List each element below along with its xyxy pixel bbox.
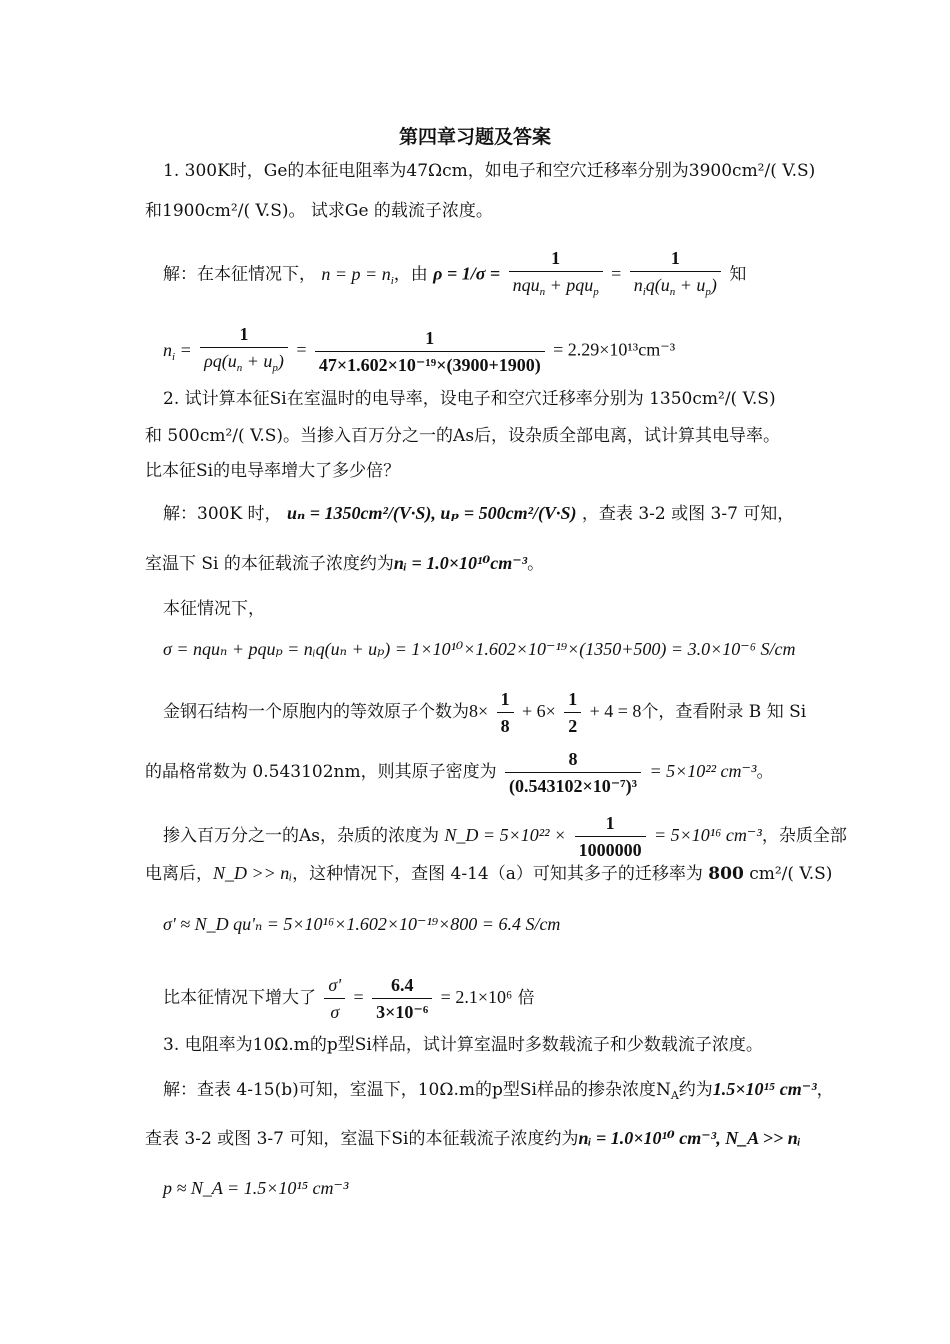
q3-sol2-math: nᵢ = 1.0×10¹⁰ cm⁻³, N_A >> nᵢ	[578, 1128, 801, 1148]
q2-diamond-line: 金钢石结构一个原胞内的等效原子个数为8× $\frac{1}{8}$ + 6× $\frac{1}{2}$ + 4 = 8个，查看附录 B 知 Si	[163, 689, 807, 736]
q2-frac-one-eighth: $\frac{1}{8}$	[497, 688, 514, 737]
q2-ratio-sigma-fraction: $\frac{\sigma'}{\sigma}$	[324, 974, 345, 1023]
q2-sol1-suffix: ，查表 3-2 或图 3-7 可知，	[581, 504, 795, 524]
q2-diamond-math-end: + 4 = 8	[589, 701, 642, 721]
q1-solution-line: 解：在本征情况下， $n = p = n_i$，由 ρ = 1/σ = $\frac{1}{nqu_n + pqu_p}$ = $\frac{1}{n_iq(u_n + u_p)}$ 知	[163, 247, 746, 303]
q3-sol1-mid: 约为	[678, 1080, 713, 1100]
q2-sol2	[145, 552, 544, 575]
q2-line3: 比本征Si的电导率增大了多少倍？	[145, 461, 401, 481]
q2-lattice-line	[145, 748, 773, 797]
q2-ion-math: N_D >> nᵢ	[213, 863, 293, 883]
q2-lattice-result: = 5×10²² cm⁻³	[649, 761, 757, 781]
q2-lattice-denominator: (0.543102×10⁻⁷)³	[509, 776, 638, 796]
q1-line1: 1. 300K时，Ge的本征电阻率为47Ωcm，如电子和空穴迁移率分别为3900cm²/( V.S)	[163, 161, 816, 181]
q2-sol2-suffix: 。	[527, 554, 545, 574]
q2-dope-line	[163, 812, 847, 861]
page-title: 第四章习题及答案	[398, 126, 551, 148]
q2-sigma-prime-equation: σ' ≈ N_D qu'ₙ = 5×10¹⁶×1.602×10⁻¹⁹×800 = 6.4 S/cm	[163, 914, 561, 934]
q2-ion-unit: cm²/( V.S)	[749, 864, 833, 884]
q1-solution-mid: ，由	[393, 264, 428, 285]
q2-ratio-numerator: 6.4	[372, 974, 432, 999]
q2-ion-value: 800	[708, 864, 744, 884]
q2-dope-math-start: N_D = 5×10²² ×	[444, 825, 567, 845]
q1-ni-equation: $n_i$ = $\frac{1}{\rho q(u_n + u_p)}$ = $\frac{1}{\text{47×1.602×10⁻¹⁹×(3900+1900)}}$ = 2.29×10¹³cm⁻³	[163, 323, 675, 379]
q2-diamond-prefix: 金钢石结构一个原胞内的等效原子个数为	[163, 702, 469, 722]
q2-lattice-suffix: 。	[756, 762, 774, 782]
q1-ni-denominator: 47×1.602×10⁻¹⁹×(3900+1900)	[318, 354, 541, 375]
q3-sol1-sub: A	[670, 1089, 679, 1102]
q2-sigma-equation: σ = nquₙ + pquₚ = nᵢq(uₙ + uₚ) = 1×10¹⁰×1.602×10⁻¹⁹×(1350+500) = 3.0×10⁻⁶ S/cm	[163, 639, 796, 659]
q2-sol2-math: nᵢ = 1.0×10¹⁰cm⁻³	[393, 553, 528, 573]
q2-dope-result: = 5×10¹⁶ cm⁻³	[653, 825, 762, 845]
q3-sol1	[163, 1078, 834, 1107]
q2-ion-line	[145, 862, 832, 885]
q1-ni-fraction-2: $\frac{1}{\text{47×1.602×10⁻¹⁹×(3900+1900)}}$	[315, 327, 545, 376]
q3-sol1-prefix: 解：查表 4-15(b)可知，室温下，10Ω.m的p型Si样品的掺杂浓度N	[163, 1080, 671, 1100]
q2-ratio-line: 比本征情况下增大了 $\frac{\sigma'}{\sigma}$ = $\frac{6.4}{\text{3×10⁻⁶}}$ = 2.1×10⁶ 倍	[163, 975, 535, 1022]
q2-lattice-prefix: 的晶格常数为 0.543102nm，则其原子密度为	[145, 762, 497, 782]
q2-lattice-fraction: $\frac{8}{\text{(0.543102×10⁻⁷)³}}$	[505, 748, 641, 797]
q2-sol2-prefix: 室温下 Si 的本征载流子浓度约为	[145, 554, 394, 574]
q1-solution-end: 知	[729, 264, 747, 285]
q2-diamond-suffix: 个，查看附录 B 知 Si	[641, 702, 807, 722]
q1-rho-fraction-2: $\frac{1}{n_iq(u_n + u_p)}$	[630, 247, 721, 303]
q2-ion-mid: ，这种情况下，查图 4-14（a）可知其多子的迁移率为	[292, 864, 703, 884]
q1-rho-fraction: $\frac{1}{nqu_n + pqu_p}$	[509, 247, 603, 303]
q1-equal-carriers: $n = p = n_i$	[321, 263, 394, 287]
q2-intrinsic-label: 本征情况下，	[163, 599, 265, 619]
q2-line1: 2. 试计算本征Si在室温时的电导率，设电子和空穴迁移率分别为 1350cm²/( V.S)	[163, 389, 776, 409]
q1-line2: 和1900cm²/( V.S)。 试求Ge 的载流子浓度。	[145, 201, 493, 221]
q2-ratio-suffix: 倍	[517, 988, 535, 1008]
q2-dope-prefix: 掺入百万分之一的As，杂质的浓度为	[163, 826, 440, 846]
q2-sol1-math: uₙ = 1350cm²/(V·S), uₚ = 500cm²/(V·S)	[286, 503, 577, 523]
q3-sol2-prefix: 查表 3-2 或图 3-7 可知，室温下Si的本征载流子浓度约为	[145, 1129, 579, 1149]
q2-dope-fraction: $\frac{1}{1000000}$	[575, 812, 646, 861]
q2-dope-suffix: ，杂质全部	[761, 826, 847, 846]
q3-sol1-math: 1.5×10¹⁵ cm⁻³	[712, 1079, 817, 1099]
q2-dope-denominator: 1000000	[578, 840, 642, 860]
q2-ratio-result: = 2.1×10⁶	[440, 987, 513, 1007]
q1-solution-prefix: 解：在本征情况下，	[163, 264, 316, 285]
q2-ratio-fraction	[372, 974, 432, 1023]
q2-ratio-denominator: 3×10⁻⁶	[376, 1002, 429, 1022]
q3-line1: 3. 电阻率为10Ω.m的p型Si样品，试计算室温时多数载流子和少数载流子浓度。	[163, 1035, 763, 1055]
q1-rho-def: ρ = 1/σ =	[433, 263, 501, 284]
q2-frac-one-half: $\frac{1}{2}$	[564, 688, 581, 737]
q3-sol2	[145, 1127, 801, 1150]
q3-sol1-suffix: ，	[816, 1080, 834, 1100]
q2-ion-prefix: 电离后，	[145, 864, 213, 884]
q3-p-equation: p ≈ N_A = 1.5×10¹⁵ cm⁻³	[163, 1178, 349, 1198]
q2-line2: 和 500cm²/( V.S)。当掺入百万分之一的As后，设杂质全部电离，试计算其电导率。	[145, 426, 781, 446]
q2-sol1-prefix: 解：300K 时，	[163, 504, 282, 524]
q2-sol1	[163, 502, 794, 525]
q2-ratio-prefix: 比本征情况下增大了	[163, 988, 316, 1008]
q1-ni-fraction: $\frac{1}{\rho q(u_n + u_p)}$	[200, 323, 288, 379]
q1-ni-result: = 2.29×10¹³cm⁻³	[553, 339, 676, 360]
